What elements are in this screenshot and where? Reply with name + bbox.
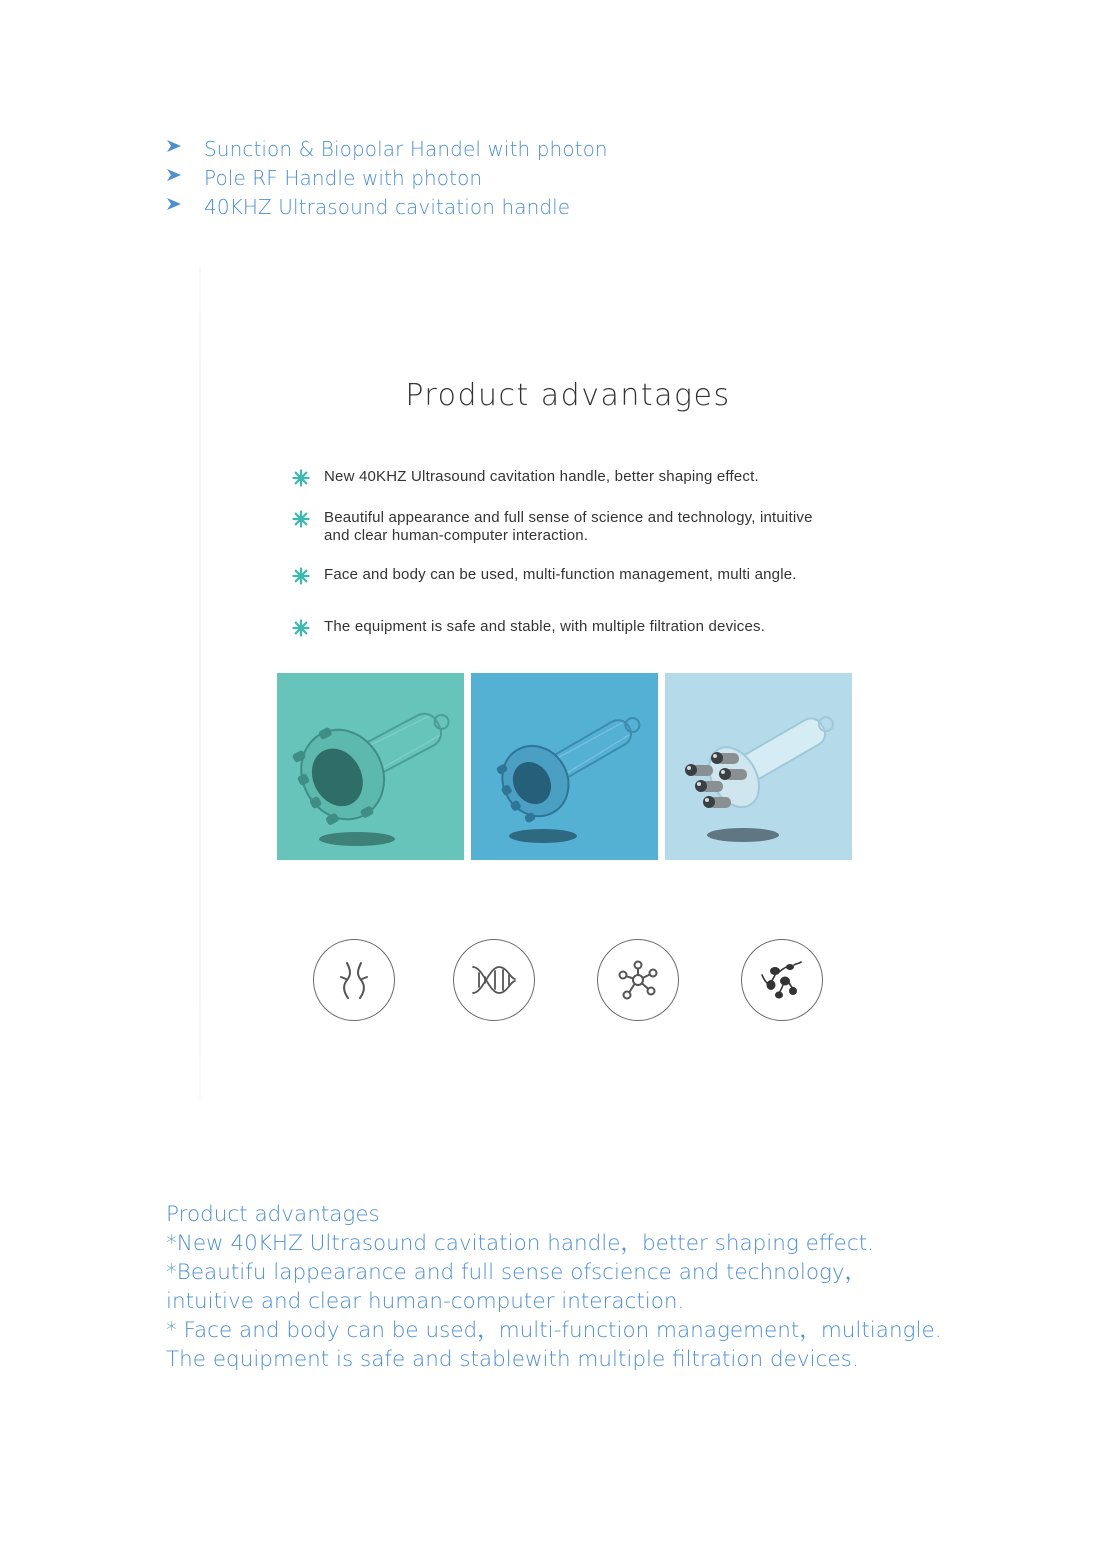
list-item-text: Sunction & Biopolar Handel with photon — [204, 136, 608, 161]
bottom-text-block — [166, 1200, 942, 1374]
advantage-item — [292, 468, 892, 492]
arrow-bullet-icon — [166, 168, 204, 187]
advantage-text — [324, 509, 813, 545]
multipole-rf-handle-image — [665, 673, 852, 860]
cells-icon — [741, 939, 823, 1021]
list-item — [166, 134, 608, 163]
dna-helix-icon — [453, 939, 535, 1021]
arrow-bullet-icon — [166, 139, 204, 158]
molecule-icon — [597, 939, 679, 1021]
body-contour-icon — [313, 939, 395, 1021]
bottom-text-line: * Face and body can be used，multi-function management，multiangle. — [166, 1318, 942, 1343]
advantage-text: New 40KHZ Ultrasound cavitation handle, better shaping effect. — [324, 468, 759, 485]
list-item — [166, 192, 608, 221]
ultrasound-cavitation-handle-image — [277, 673, 464, 860]
arrow-bullet-icon — [166, 197, 204, 216]
list-item-text: Pole RF Handle with photon — [204, 165, 483, 190]
bottom-text-line: *Beautifu lappearance and full sense ofscience and technology， — [166, 1260, 867, 1285]
list-item-text: 40KHZ Ultrasound cavitation handle — [204, 194, 571, 219]
teal-star-bullet-icon — [292, 509, 324, 545]
handle-list — [166, 134, 608, 221]
teal-star-bullet-icon — [292, 566, 324, 590]
teal-star-bullet-icon — [292, 468, 324, 492]
bottom-text-line: The equipment is safe and stablewith multiple filtration devices. — [166, 1347, 859, 1372]
advantage-text: The equipment is safe and stable, with multiple filtration devices. — [324, 618, 766, 635]
advantage-item — [292, 566, 892, 590]
advantages-title: Product advantages — [405, 378, 731, 413]
bottom-text-line: intuitive and clear human-computer interaction. — [166, 1289, 685, 1314]
list-item — [166, 163, 608, 192]
advantage-text-line: Beautiful appearance and full sense of science and technology, intuitive — [324, 509, 813, 526]
panel-divider — [199, 268, 201, 1098]
advantage-text: Face and body can be used, multi-function management, multi angle. — [324, 566, 797, 583]
advantage-item — [292, 509, 892, 545]
advantage-text-line: and clear human-computer interaction. — [324, 527, 589, 544]
bipolar-rf-handle-image — [471, 673, 658, 860]
teal-star-bullet-icon — [292, 618, 324, 642]
advantage-item — [292, 618, 892, 642]
bottom-text-line: *New 40KHZ Ultrasound cavitation handle，better shaping effect. — [166, 1231, 874, 1256]
bottom-text-line: Product advantages — [166, 1202, 380, 1227]
